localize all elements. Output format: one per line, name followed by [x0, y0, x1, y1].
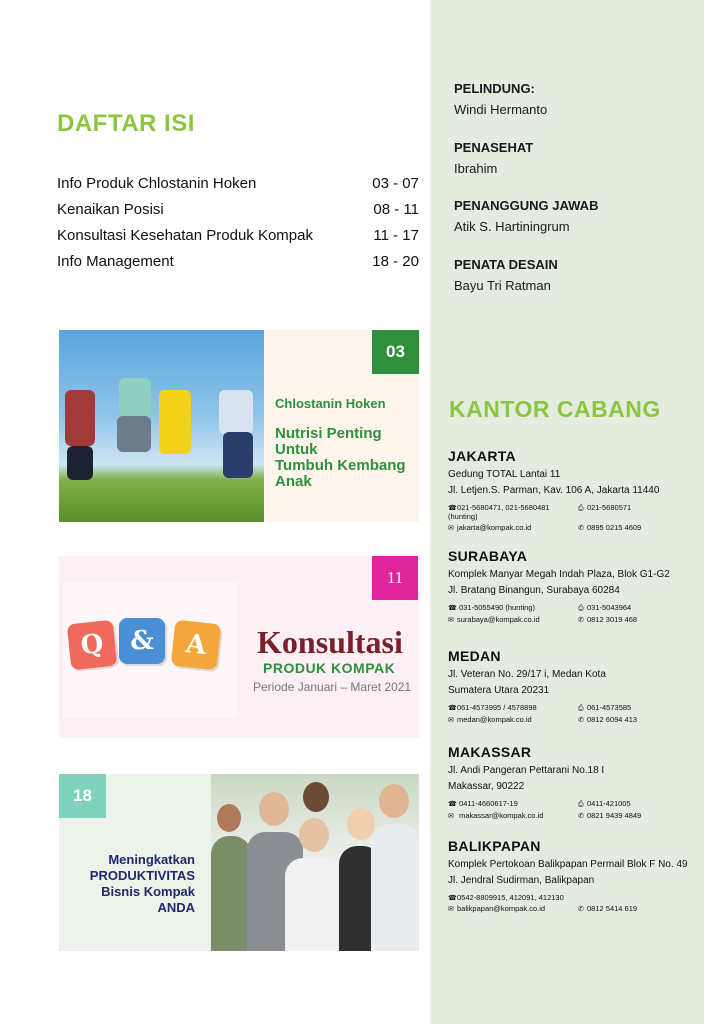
address-line: Gedung TOTAL Lantai 11: [448, 469, 561, 480]
kantor-cabang-title: KANTOR CABANG: [449, 396, 661, 422]
page-badge: 18: [59, 774, 106, 818]
email-icon: ✉: [448, 813, 454, 820]
address-line: Jl. Letjen.S. Parman, Kav. 106 A, Jakarta 11440: [448, 485, 660, 496]
amp-bubble-icon: &: [119, 618, 165, 664]
article-period: Periode Januari – Maret 2021: [253, 680, 412, 694]
address-line: Sumatera Utara 20231: [448, 685, 550, 696]
whatsapp-number[interactable]: 0812 3019 468: [587, 615, 638, 624]
toc-item[interactable]: [57, 175, 419, 201]
address-line: Jl. Veteran No. 29/17 i, Medan Kota: [448, 669, 606, 680]
branch-address: [448, 567, 698, 599]
headline-line: Bisnis Kompak: [101, 884, 195, 899]
whatsapp-icon: ✆: [578, 717, 584, 724]
phone-icon: ☎: [448, 895, 457, 902]
qa-illustration: [63, 582, 237, 718]
whatsapp-icon: ✆: [578, 906, 584, 913]
address-line: Jl. Jendral Sudirman, Balikpapan: [448, 875, 595, 886]
toc-item[interactable]: [57, 227, 419, 253]
fax-number[interactable]: 0411-421005: [587, 799, 631, 808]
branch-city: BALIKPAPAN: [448, 838, 541, 854]
article-title: Konsultasi: [257, 624, 403, 660]
staff-name: Atik S. Hartiningrum: [454, 219, 570, 234]
staff-name: Ibrahim: [454, 161, 498, 176]
headline-line: Nutrisi Penting: [275, 425, 382, 442]
branch-contacts: [448, 799, 698, 820]
email-address[interactable]: makassar@kompak.co.id: [457, 811, 544, 820]
headline-line: Anak: [275, 473, 312, 490]
address-line: Komplek Pertokoan Balikpapan Permail Blok F No. 49: [448, 859, 688, 870]
branch-makassar: [448, 744, 698, 820]
whatsapp-icon: ✆: [578, 617, 584, 624]
page-badge: 03: [372, 330, 419, 374]
jumping-kids-photo: [59, 330, 264, 522]
toc-list: [57, 175, 419, 279]
article-headline: [90, 852, 195, 916]
fax-icon: ⎙: [578, 705, 584, 712]
branch-city: SURABAYA: [448, 548, 528, 564]
headline-line: PRODUKTIVITAS: [89, 868, 195, 883]
headline-line: Untuk: [275, 441, 318, 458]
whatsapp-number[interactable]: 0812 6094 413: [587, 715, 638, 724]
phone-number[interactable]: 0411-4660617-19: [457, 799, 518, 808]
whatsapp-number[interactable]: 0821 9439 4849: [587, 811, 642, 820]
article-subtitle: Chlostanin Hoken: [275, 396, 386, 411]
whatsapp-icon: ✆: [578, 525, 584, 532]
phone-number[interactable]: 061-4573995 / 4578898: [457, 703, 537, 712]
branch-address: [448, 667, 698, 699]
q-bubble-icon: Q: [67, 620, 118, 671]
business-team-photo: [211, 774, 419, 951]
phone-icon: ☎: [448, 801, 457, 808]
email-icon: ✉: [448, 717, 454, 724]
staff-role: PENATA DESAIN: [454, 257, 558, 272]
staff-role: PELINDUNG:: [454, 81, 535, 96]
staff-role: PENASEHAT: [454, 140, 534, 155]
address-line: Jl. Bratang Binangun, Surabaya 60284: [448, 585, 620, 596]
headline-line: Tumbuh Kembang: [275, 457, 406, 474]
article-card-konsultasi[interactable]: [59, 556, 419, 738]
toc-item-pages: 03 - 07: [372, 175, 419, 192]
email-icon: ✉: [448, 525, 454, 532]
whatsapp-number[interactable]: 0812 5414 619: [587, 904, 638, 913]
branch-contacts: [448, 503, 698, 532]
article-card-produktivitas[interactable]: [59, 774, 419, 951]
toc-title: DAFTAR ISI: [57, 110, 195, 137]
whatsapp-number[interactable]: 0895 0215 4609: [587, 523, 642, 532]
address-line: Jl. Andi Pangeran Pettarani No.18 I: [448, 765, 605, 776]
toc-item-label: Info Management: [57, 253, 174, 270]
email-icon: ✉: [448, 617, 454, 624]
a-bubble-icon: A: [171, 620, 222, 671]
whatsapp-icon: ✆: [578, 813, 584, 820]
branch-city: JAKARTA: [448, 448, 516, 464]
headline-line: ANDA: [157, 900, 195, 915]
article-headline: [275, 426, 406, 490]
branch-address: [448, 763, 698, 795]
branch-contacts: [448, 603, 698, 624]
toc-item[interactable]: [57, 201, 419, 227]
phone-number[interactable]: 021-5680471, 021-5680481 (hunting): [448, 503, 550, 521]
phone-icon: ☎: [448, 605, 457, 612]
branch-medan: [448, 648, 698, 724]
fax-number[interactable]: 061-4573585: [587, 703, 632, 712]
staff-entry: [454, 140, 533, 176]
email-icon: ✉: [448, 906, 454, 913]
branch-balikpapan: [448, 838, 698, 913]
toc-item[interactable]: [57, 253, 419, 279]
phone-number[interactable]: 031-5055490 (hunting): [457, 603, 535, 612]
staff-name: Bayu Tri Ratman: [454, 278, 551, 293]
staff-role: PENANGGUNG JAWAB: [454, 198, 599, 213]
branch-surabaya: [448, 548, 698, 624]
address-line: Makassar, 90222: [448, 781, 525, 792]
email-address[interactable]: jakarta@kompak.co.id: [457, 523, 532, 532]
branch-contacts: [448, 703, 698, 724]
toc-item-pages: 18 - 20: [372, 253, 419, 270]
toc-item-pages: 11 - 17: [373, 227, 419, 244]
phone-icon: ☎: [448, 505, 457, 512]
phone-number[interactable]: 0542-8809915, 412091, 412130: [457, 893, 564, 902]
staff-name: Windi Hermanto: [454, 102, 548, 117]
staff-entry: [454, 198, 598, 234]
page-badge: 11: [372, 556, 418, 600]
email-address[interactable]: medan@kompak.co.id: [457, 715, 532, 724]
toc-item-label: Info Produk Chlostanin Hoken: [57, 175, 257, 192]
toc-item-label: Kenaikan Posisi: [57, 201, 164, 218]
branch-city: MEDAN: [448, 648, 501, 664]
staff-entry: [454, 257, 558, 293]
toc-item-label: Konsultasi Kesehatan Produk Kompak: [57, 227, 313, 244]
branch-jakarta: [448, 448, 698, 532]
staff-entry: [454, 81, 547, 117]
email-address[interactable]: balikpapan@kompak.co.id: [457, 904, 546, 913]
fax-icon: ⎙: [578, 801, 584, 808]
address-line: Komplek Manyar Megah Indah Plaza, Blok G1-G2: [448, 569, 670, 580]
branch-contacts: [448, 893, 698, 913]
fax-number[interactable]: 021-5680571: [587, 503, 632, 512]
headline-line: Meningkatkan: [108, 852, 195, 867]
branch-address: [448, 467, 698, 499]
branch-city: MAKASSAR: [448, 744, 532, 760]
fax-icon: ⎙: [578, 605, 584, 612]
toc-item-pages: 08 - 11: [373, 201, 419, 218]
article-subtitle: PRODUK KOMPAK: [263, 660, 396, 676]
branch-address: [448, 857, 698, 889]
article-card-chlostanin[interactable]: [59, 330, 419, 522]
phone-icon: ☎: [448, 705, 457, 712]
fax-icon: ⎙: [578, 505, 584, 512]
email-address[interactable]: surabaya@kompak.co.id: [457, 615, 540, 624]
fax-number[interactable]: 031-5043964: [587, 603, 632, 612]
